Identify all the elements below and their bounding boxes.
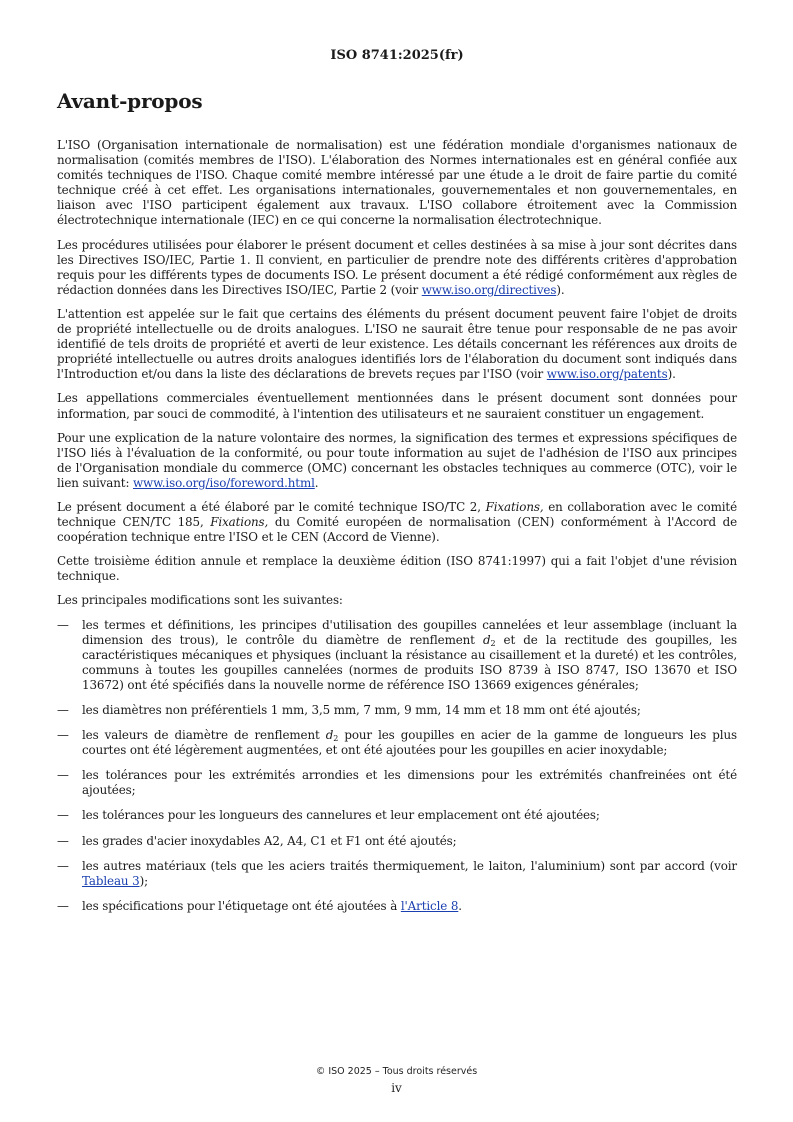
list-item: — les tolérances pour les extrémités arrondies et les dimensions pour les extrémités chanfreinées ont été ajoutées; <box>57 768 737 798</box>
dash-bullet: — <box>57 617 69 632</box>
dash-bullet: — <box>57 833 69 848</box>
paragraph-committee: Le présent document a été élaboré par le comité technique ISO/TC 2, Fixations, en collaboration avec le comité technique CEN/TC 185, Fixations, du Comité européen de normalisation (CEN) conformément à l'Accord de coopération technique entre l'ISO et le CEN (Accord de Vienne). <box>57 499 738 545</box>
dash-bullet: — <box>57 728 69 743</box>
list-item: — les valeurs de diamètre de renflement $d_2$ pour les goupilles en acier de la gamme de longueurs les plus courtes ont été légèrement augmentées, et ont été ajoutées pour les goupilles en acier inoxydable; <box>57 728 737 758</box>
list-item: — les diamètres non préférentiels 1 mm, 3,5 mm, 7 mm, 9 mm, 14 mm et 18 mm ont été ajoutés; <box>57 703 641 717</box>
paragraph-procedures: Les procédures utilisées pour élaborer le présent document et celles destinées à sa mise à jour sont décrites dans les Directives ISO/IEC, Partie 1. Il convient, en particulier de prendre note des différents critères d'approbation requis pour les différents types de documents ISO. Le présent document a été rédigé conformément aux règles de rédaction données dans les Directives ISO/IEC, Partie 2 (voir www.iso.org/directives). <box>57 237 737 297</box>
dash-bullet: — <box>57 898 69 913</box>
paragraph-edition: Cette troisième édition annule et remplace la deuxième édition (ISO 8741:1997) qui a fait l'objet d'une révision technique. <box>57 554 737 584</box>
list-item: — les grades d'acier inoxydables A2, A4, C1 et F1 ont été ajoutés; <box>57 833 457 848</box>
changes-list <box>57 618 737 914</box>
page-number: iv <box>391 1081 402 1095</box>
paragraph-patents: L'attention est appelée sur le fait que certains des éléments du présent document peuvent faire l'objet de droits de propriété intellectuelle ou de droits analogues. L'ISO ne saurait être tenue pour responsable de ne pas avoir identifié de tels droits de propriété et averti de leur existence. Les détails concernant les références aux droits de propriété intellectuelle ou autres droits analogues identifiés lors de l'élaboration du document sont indiqués dans l'Introduction et/ou dans la liste des déclarations de brevets reçues par l'ISO (voir www.iso.org/patents). <box>57 306 737 382</box>
dash-bullet: — <box>57 858 69 873</box>
list-item: — les autres matériaux (tels que les aciers traités thermiquement, le laiton, l'aluminium) sont par accord (voir Tableau 3); <box>57 858 737 888</box>
page-footer <box>0 1066 793 1095</box>
link-foreword[interactable]: www.iso.org/iso/foreword.html <box>133 475 315 490</box>
dash-bullet: — <box>57 703 69 717</box>
link-patents[interactable]: www.iso.org/patents <box>546 367 668 382</box>
link-tableau-3[interactable]: Tableau 3 <box>82 873 140 888</box>
list-item: — les termes et définitions, les principes d'utilisation des goupilles cannelées et leur assemblage (incluant la dimension des trous), le contrôle du diamètre de renflement $d_2$ et de la rectitude des goupilles, les caractéristiques mécaniques et physiques (incluant la résistance au cisaillement et la dureté) et les contrôles, communs à toutes les goupilles cannelées (normes de produits ISO 8739 à ISO 8747, ISO 13670 et ISO 13672) ont été spécifiés dans la nouvelle norme de référence ISO 13669 exigences générales; <box>57 617 737 692</box>
dash-bullet: — <box>57 768 69 783</box>
paragraph-trade-names: Les appellations commerciales éventuellement mentionnées dans le présent document sont données pour information, par souci de commodité, à l'intention des utilisateurs et ne sauraient constituer un engagement. <box>57 391 737 421</box>
page-title: Avant-propos <box>57 89 203 113</box>
paragraph-voluntary-nature: Pour une explication de la nature volontaire des normes, la signification des termes et expressions spécifiques de l'ISO liés à l'évaluation de la conformité, ou pour toute information au sujet de l'adhésion de l'ISO aux principes de l'Organisation mondiale du commerce (OMC) concernant les obstacles techniques au commerce (OTC), voir le lien suivant: www.iso.org/iso/foreword.html. <box>57 430 737 490</box>
list-item: — les tolérances pour les longueurs des cannelures et leur emplacement ont été ajoutées; <box>57 808 600 823</box>
page-content <box>57 40 737 924</box>
document-id-header: ISO 8741:2025(fr) <box>330 48 464 63</box>
copyright-notice: © ISO 2025 – Tous droits réservés <box>315 1066 478 1077</box>
link-directives[interactable]: www.iso.org/directives <box>421 282 557 297</box>
dash-bullet: — <box>57 808 69 823</box>
paragraph-changes-intro: Les principales modifications sont les suivantes: <box>57 593 343 608</box>
paragraph-iso-intro: L'ISO (Organisation internationale de normalisation) est une fédération mondiale d'organismes nationaux de normalisation (comités membres de l'ISO). L'élaboration des Normes internationales est en général confiée aux comités techniques de l'ISO. Chaque comité membre intéressé par une étude a le droit de faire partie du comité technique créé à cet effet. Les organisations internationales, gouvernementales et non gouvernementales, en liaison avec l'ISO participent également aux travaux. L'ISO collabore étroitement avec la Commission électrotechnique internationale (IEC) en ce qui concerne la normalisation électrotechnique. <box>57 138 737 228</box>
link-article-8[interactable]: l'Article 8 <box>400 898 459 913</box>
list-item: — les spécifications pour l'étiquetage ont été ajoutées à l'Article 8. <box>57 898 462 913</box>
